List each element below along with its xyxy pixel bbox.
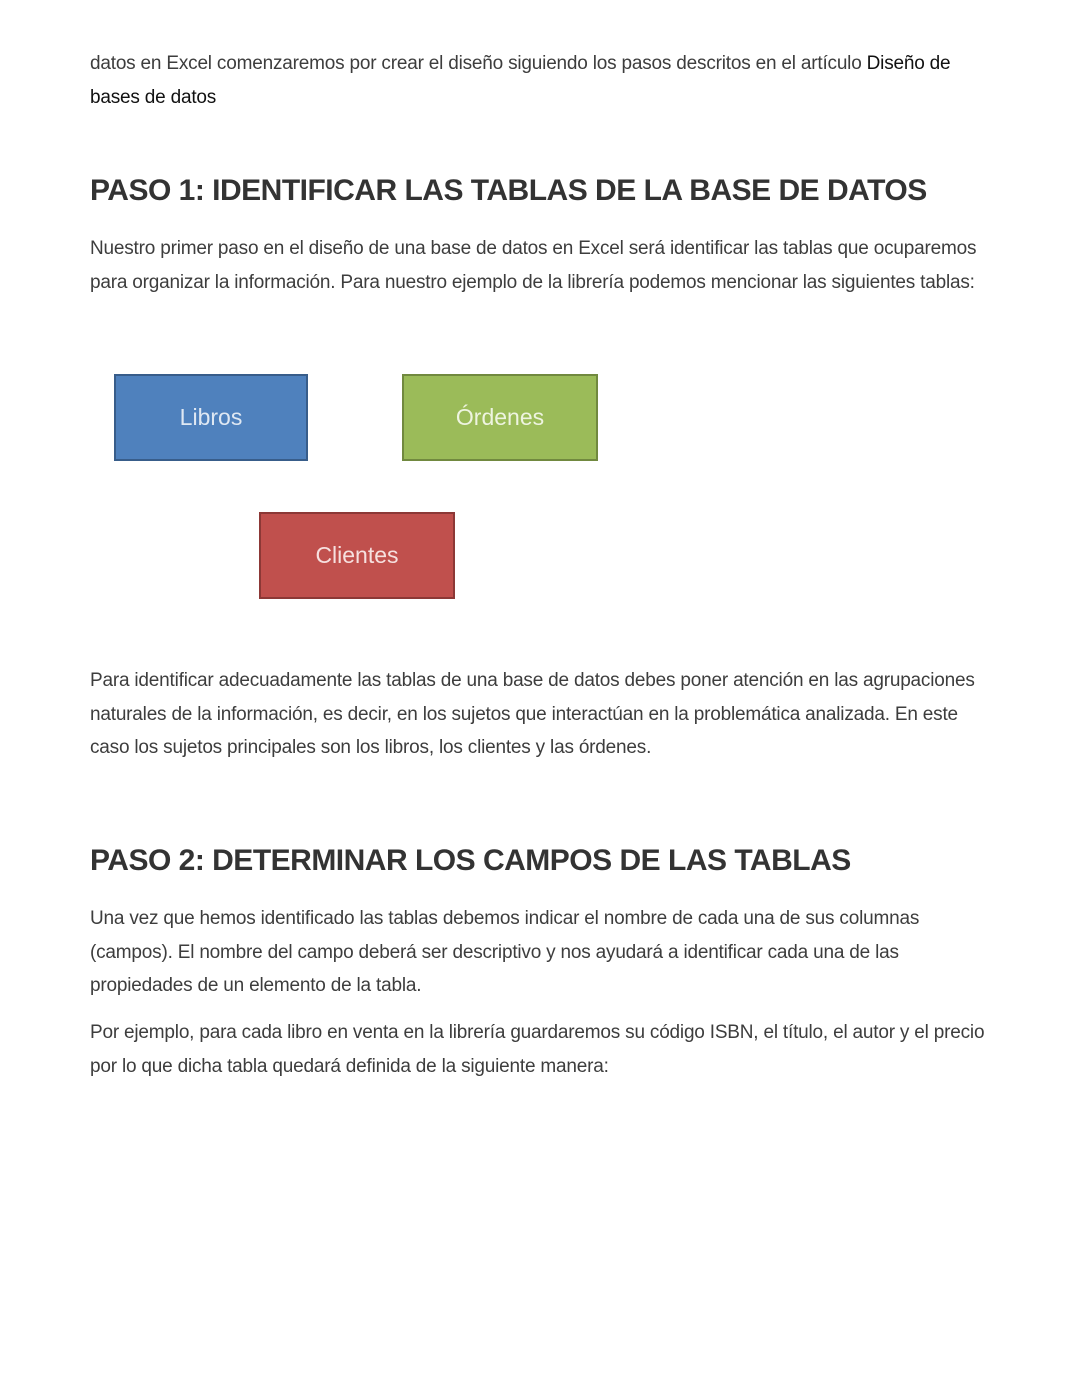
table-box-ordenes bbox=[402, 374, 598, 461]
table-box-libros bbox=[114, 374, 308, 461]
intro-text: datos en Excel comenzaremos por crear el diseño siguiendo los pasos descritos en el artículo bbox=[90, 53, 867, 74]
step1-followup-paragraph: Para identificar adecuadamente las tablas de una base de datos debes poner atención en las agrupaciones naturales de la información, es decir, en los sujetos que interactúan en la problemática analizada. En este caso los sujetos principales son los libros, los clientes y las órdenes. bbox=[90, 670, 975, 758]
step1-paragraph: Nuestro primer paso en el diseño de una base de datos en Excel será identificar las tablas que ocuparemos para organizar la información. Para nuestro ejemplo de la librería podemos mencionar las siguientes tablas: bbox=[90, 238, 977, 293]
article-link-diseno-bases-datos[interactable]: Diseño de bases de datos bbox=[90, 53, 951, 108]
table-box-clientes bbox=[259, 512, 455, 599]
intro-paragraph bbox=[90, 47, 990, 114]
table-box-label: Clientes bbox=[315, 542, 399, 568]
step2-paragraph-2: Por ejemplo, para cada libro en venta en la librería guardaremos su código ISBN, el título, el autor y el precio por lo que dicha tabla quedará definida de la siguiente manera: bbox=[90, 1022, 985, 1077]
step1-heading: PASO 1: IDENTIFICAR LAS TABLAS DE LA BASE DE DATOS bbox=[90, 174, 927, 207]
step2-paragraph-1: Una vez que hemos identificado las tablas debemos indicar el nombre de cada una de sus columnas (campos). El nombre del campo deberá ser descriptivo y nos ayudará a identificar cada una de las propiedades de un elemento de la tabla. bbox=[90, 908, 920, 996]
table-box-label: Libros bbox=[179, 404, 243, 430]
step2-heading: PASO 2: DETERMINAR LOS CAMPOS DE LAS TABLAS bbox=[90, 844, 851, 877]
table-box-label: Órdenes bbox=[455, 404, 545, 430]
